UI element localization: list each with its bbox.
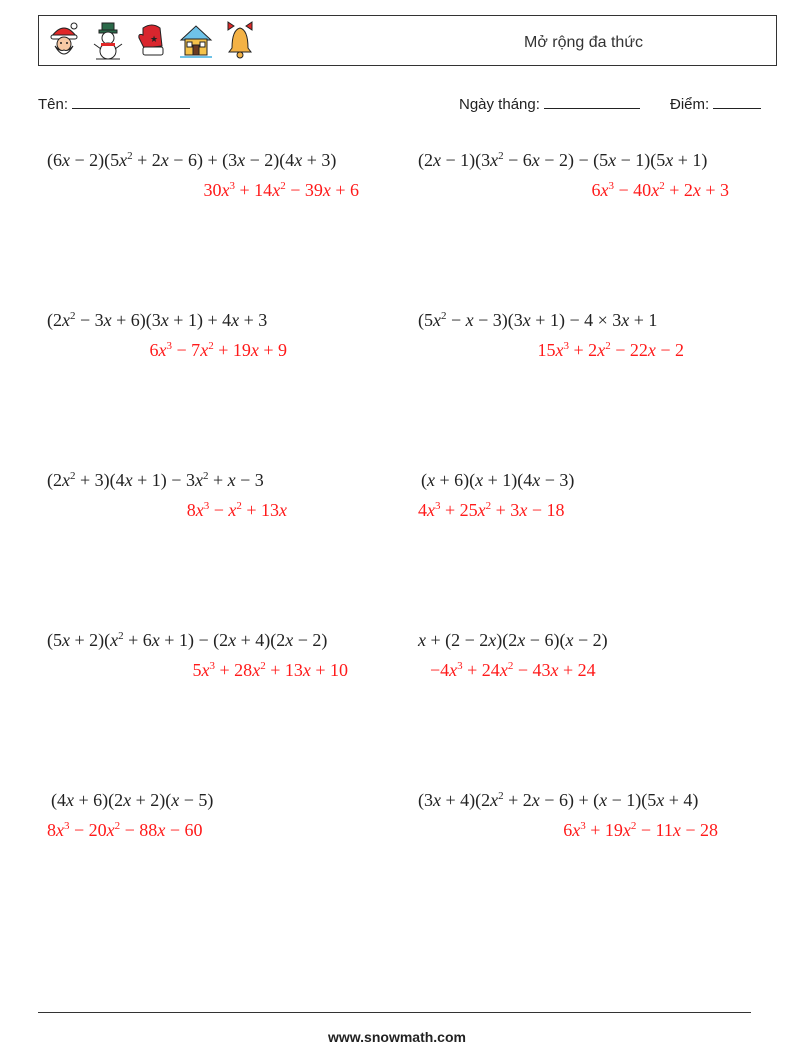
problem-1-question: $(6x - 2)(5x^2 + 2x - 6) + (3x - 2)(4x + 3)$ [47,150,337,170]
date-field [459,94,640,113]
problem-3-answer: $6x^3 - 7x^2 + 19x + 9$ [149,340,287,360]
date-label: Ngày tháng: [459,96,540,113]
house-icon [178,20,214,60]
problem-6-question: (x + 6)(x + 1)(4x − 3) [421,470,575,490]
problem-5-question: $(2x^2 + 3)(4x + 1) - 3x^2 + x - 3$ [47,470,264,490]
problem-2-answer: $6x^3 - 40x^2 + 2x + 3$ [591,180,729,200]
score-field [670,94,761,113]
name-field [38,94,190,113]
name-label: Tên: [38,96,69,113]
problem-4-answer: $15x^3 + 2x^2 - 22x - 2$ [537,340,684,360]
problem-9-answer: $8x^3 - 20x^2 - 88x - 60$ [47,820,203,840]
svg-text:★: ★ [150,34,159,44]
worksheet-header [38,15,777,66]
footer-divider [38,1012,751,1013]
mitten-icon [134,20,170,60]
score-blank[interactable] [713,94,761,109]
bell-icon [222,20,258,60]
snowman-icon [90,20,126,60]
date-blank[interactable] [544,94,640,109]
problem-6-answer: $4x^3 + 25x^2 + 3x - 18$ [418,500,565,520]
problem-1-answer: $30x^3 + 14x^2 - 39x + 6$ [203,180,359,200]
worksheet-title: Mở rộng đa thức [524,34,644,51]
footer-url[interactable]: www.snowmath.com [328,1029,466,1045]
problem-10-question: $(3x + 4)(2x^2 + 2x - 6) + (x - 1)(5x + 4)$ [418,790,699,810]
problem-3-question: $(2x^2 - 3x + 6)(3x + 1) + 4x + 3$ [47,310,268,330]
problem-4-question: $(5x^2 - x - 3)(3x + 1) - 4 \times 3x + 1$ [418,310,658,330]
problem-8-answer: $-4x^3 + 24x^2 - 43x + 24$ [430,660,596,680]
icon-strip [46,20,258,60]
problem-7-answer: $5x^3 + 28x^2 + 13x + 10$ [192,660,348,680]
problem-10-answer: $6x^3 + 19x^2 - 11x - 28$ [563,820,718,840]
name-blank[interactable] [72,94,190,109]
problem-7-question: $(5x + 2)(x^2 + 6x + 1) - (2x + 4)(2x - 2)$ [47,630,328,650]
santa-icon [46,20,82,60]
score-label: Điểm: [670,96,710,113]
problem-2-question: $(2x - 1)(3x^2 - 6x - 2) - (5x - 1)(5x + 1)$ [418,150,708,170]
problem-8-question: x + (2 − 2x)(2x − 6)(x − 2) [418,630,608,650]
problem-9-question: (4x + 6)(2x + 2)(x − 5) [51,790,214,810]
problem-5-answer: $8x^3 - x^2 + 13x$ [186,500,287,520]
